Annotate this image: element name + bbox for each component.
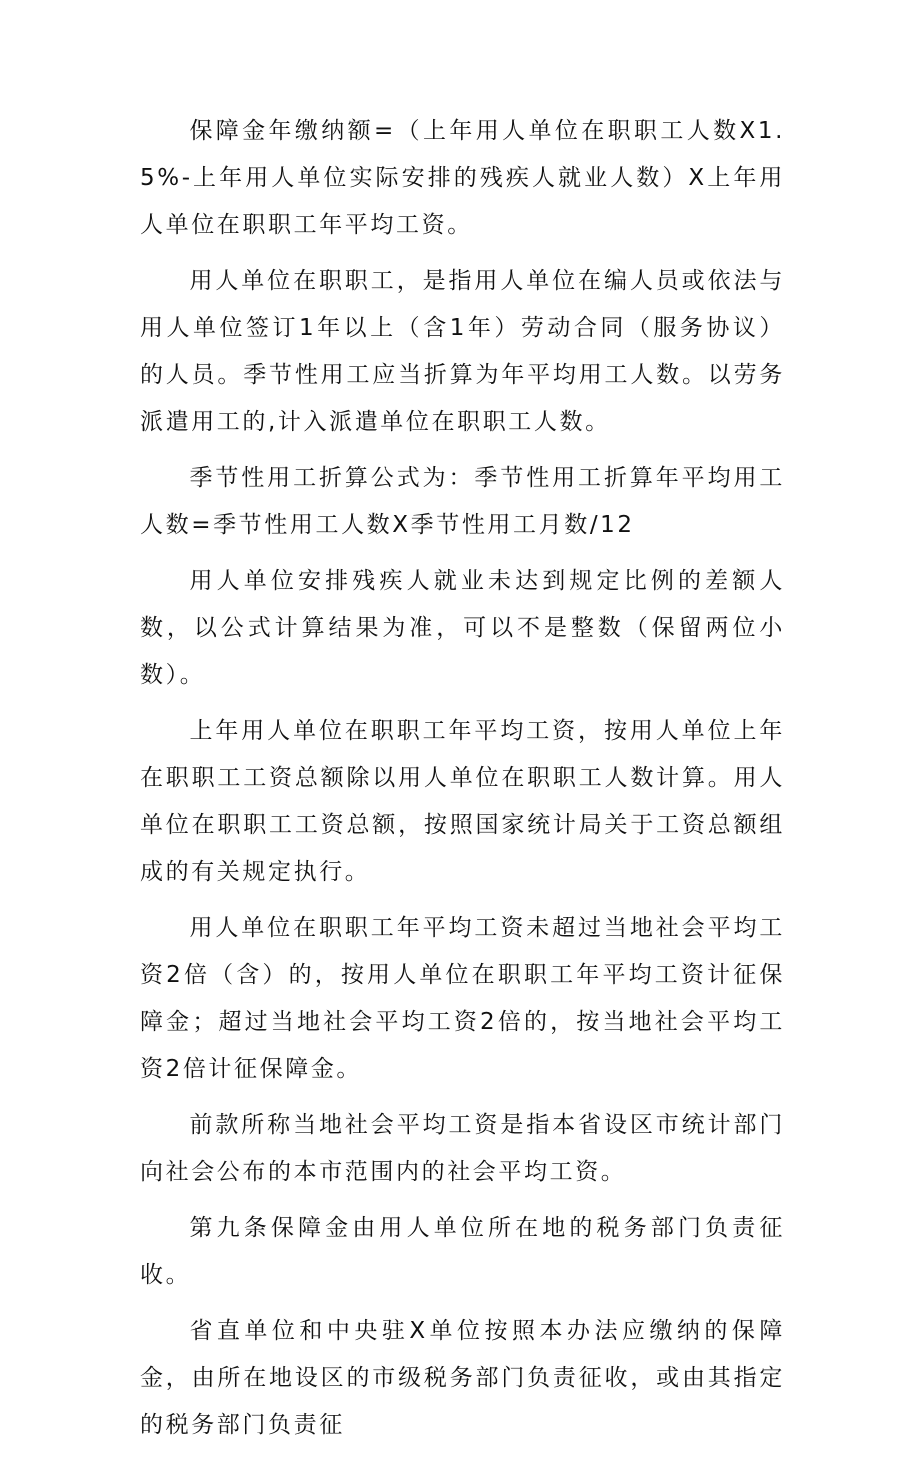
- paragraph-contribution-formula: 保障金年缴纳额=（上年用人单位在职职工人数X1.5%-上年用人单位实际安排的残疾人就业人数）X上年用人单位在职职工年平均工资。: [140, 118, 785, 238]
- paragraph-seasonal-formula: 季节性用工折算公式为：季节性用工折算年平均用工人数=季节性用工人数X季节性用工月数/12: [140, 465, 785, 538]
- paragraph-article-nine: 第九条保障金由用人单位所在地的税务部门负责征收。: [140, 1215, 785, 1288]
- paragraph-local-average-wage: 前款所称当地社会平均工资是指本省设区市统计部门向社会公布的本市范围内的社会平均工资。: [140, 1112, 785, 1185]
- paragraph-employee-definition: 用人单位在职职工，是指用人单位在编人员或依法与用人单位签订1年以上（含1年）劳动合同（服务协议）的人员。季节性用工应当折算为年平均用工人数。以劳务派遣用工的,计入派遣单位在职职工人数。: [140, 268, 785, 435]
- paragraph-shortfall-count: 用人单位安排残疾人就业未达到规定比例的差额人数，以公式计算结果为准，可以不是整数（保留两位小数）。: [140, 568, 785, 688]
- document-body: [140, 108, 785, 1458]
- paragraph-average-wage: 上年用人单位在职职工年平均工资，按用人单位上年在职职工工资总额除以用人单位在职职工人数计算。用人单位在职职工工资总额，按照国家统计局关于工资总额组成的有关规定执行。: [140, 718, 785, 885]
- paragraph-provincial-units: 省直单位和中央驻X单位按照本办法应缴纳的保障金，由所在地设区的市级税务部门负责征收，或由其指定的税务部门负责征: [140, 1318, 785, 1438]
- paragraph-wage-cap: 用人单位在职职工年平均工资未超过当地社会平均工资2倍（含）的，按用人单位在职职工年平均工资计征保障金；超过当地社会平均工资2倍的，按当地社会平均工资2倍计征保障金。: [140, 915, 785, 1082]
